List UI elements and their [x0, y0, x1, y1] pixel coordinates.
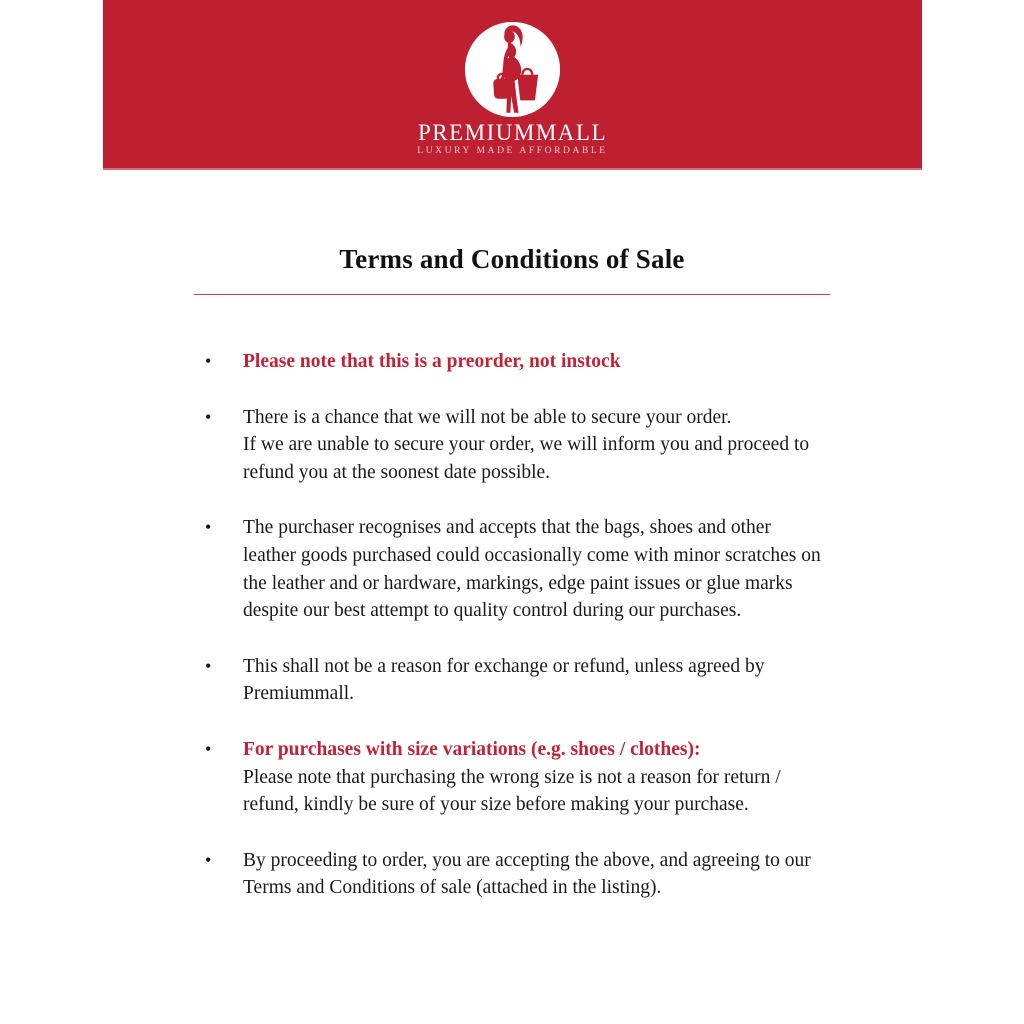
- brand-banner: [103, 0, 922, 170]
- bullet-text-line: the leather and or hardware, markings, edge paint issues or glue marks: [243, 572, 793, 594]
- terms-document: [0, 170, 1024, 902]
- bullet-icon: •: [205, 655, 212, 676]
- list-item: [205, 653, 845, 708]
- bullet-icon: •: [205, 849, 212, 870]
- list-item: [205, 847, 845, 902]
- list-item: [205, 514, 845, 624]
- bullet-text-line: By proceeding to order, you are accepting the above, and agreeing to our: [243, 849, 811, 871]
- bullet-lead-line: Please note that this is a preorder, not instock: [243, 351, 621, 372]
- bullet-text-line: This shall not be a reason for exchange or refund, unless agreed by: [243, 655, 765, 677]
- list-item: [205, 736, 845, 819]
- bullet-text-line: leather goods purchased could occasionally come with minor scratches on: [243, 544, 821, 566]
- bullet-body: [243, 847, 845, 902]
- bullet-text: [243, 514, 845, 624]
- brand-logo: [465, 22, 560, 117]
- bullet-list: [205, 348, 845, 902]
- bullet-body: [243, 514, 845, 624]
- bullet-body: [243, 653, 845, 708]
- woman-with-shopping-bags-icon: [465, 22, 560, 117]
- bullet-text-line: There is a chance that we will not be able to secure your order.: [243, 406, 732, 428]
- bullet-text: [243, 348, 845, 376]
- bullet-icon: •: [205, 406, 212, 427]
- bullet-text-line: refund you at the soonest date possible.: [243, 461, 551, 483]
- list-item: [205, 348, 845, 376]
- title-divider: [194, 294, 830, 295]
- bullet-text: [243, 847, 845, 902]
- bullet-text-line: If we are unable to secure your order, we will inform you and proceed to: [243, 434, 810, 456]
- bullet-text: [243, 404, 845, 487]
- brand-name: PREMIUMMALL: [417, 120, 607, 145]
- bullet-text: [243, 653, 845, 708]
- bullet-text-line: Terms and Conditions of sale (attached in the listing).: [243, 877, 662, 899]
- list-item: [205, 404, 845, 487]
- bullet-text-line: Premiummall.: [243, 683, 355, 705]
- bullet-lead-line: For purchases with size variations (e.g. shoes / clothes):: [243, 738, 701, 760]
- page-title: Terms and Conditions of Sale: [339, 244, 685, 274]
- bullet-text-line: The purchaser recognises and accepts that the bags, shoes and other: [243, 517, 771, 539]
- bullet-text-line: Please note that purchasing the wrong size is not a reason for return /: [243, 766, 781, 788]
- bullet-icon: •: [205, 351, 212, 371]
- bullet-icon: •: [205, 517, 212, 538]
- bullet-icon: •: [205, 738, 212, 759]
- bullet-body: [243, 764, 845, 819]
- bullet-text: [243, 736, 845, 819]
- bullet-text-line: refund, kindly be sure of your size before making your purchase.: [243, 794, 749, 816]
- brand-tagline: LUXURY MADE AFFORDABLE: [417, 146, 608, 157]
- bullet-text-line: despite our best attempt to quality control during our purchases.: [243, 600, 742, 622]
- bullet-body: [243, 404, 845, 487]
